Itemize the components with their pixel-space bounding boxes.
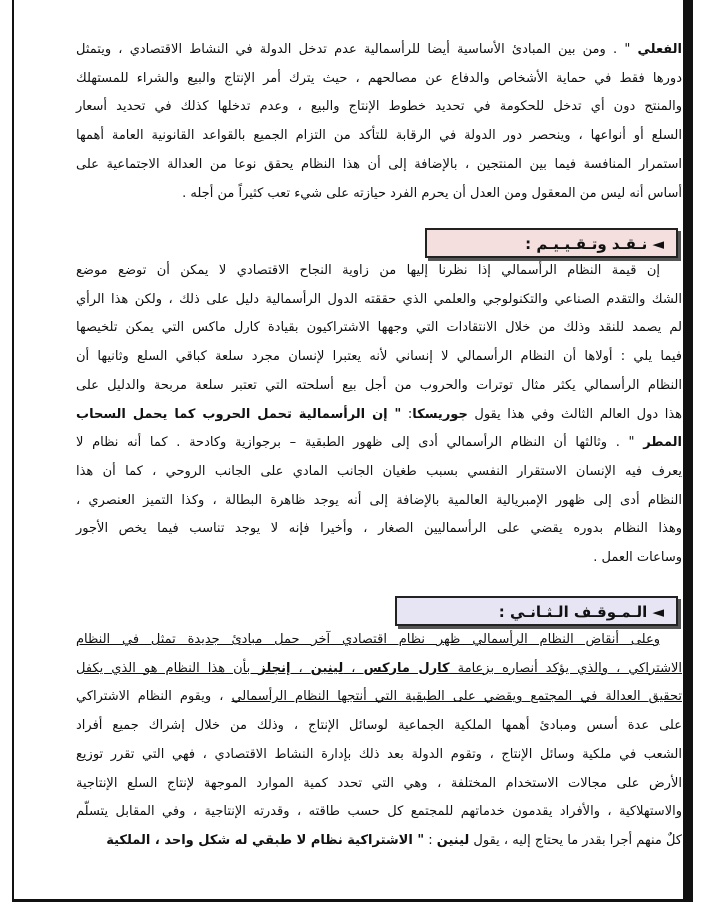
text-segment: وساعات العمل . (593, 550, 682, 565)
text-line (76, 519, 682, 539)
text-segment: دورها فقط في حماية الأشخاص والدفاع عن مصالحهم ، حيث يترك أمر الإنتاج والبيع والشراء للمستهلك (76, 70, 682, 86)
text-line (76, 318, 682, 338)
text-line (76, 831, 682, 851)
text-line (76, 290, 682, 310)
text-line (76, 261, 682, 281)
text-segment: " . وثالثها أن النظام الرأسمالي أدى إلى ظهور الطبقية – برجوازية وكادحة . كما أنه نظام لا (76, 435, 644, 451)
text-line (76, 69, 682, 89)
document-page (12, 0, 693, 902)
section-heading: ◄ نـقـد وتـقـيـيـم : (425, 228, 678, 258)
text-segment: ، ويقوم النظام الاشتراكي (76, 689, 232, 705)
bold-text: لينين (310, 660, 344, 676)
text-segment: النظام أدى إلى ظهور الإمبريالية العالمية بالإضافة إلى أنه يوجد ظاهرة البطالة ، وكذا التميز العنصري ، (76, 492, 682, 508)
text-segment: هذا دول العالم الثالث وفي هذا يقول (467, 406, 683, 422)
text-line (76, 155, 682, 175)
text-segment: لم يصمد للنقد وذلك من خلال الانتقادات التي وجهها الاشتراكيون بقيادة كارل ماكس التي يمكن تلخيصها (76, 320, 682, 336)
text-segment: وعلى أنقاض النظام الرأسمالي ظهر نظام اقتصادي آخر حمل مبادئ جديدة تمثل في النظام (76, 632, 660, 647)
text-line (76, 184, 682, 204)
bold-text: جوريسكا (412, 406, 468, 422)
text-line (76, 716, 682, 736)
text-segment: والمنتج دون أي تدخل للحكومة في تحديد خطوط الإنتاج والبيع ، وعدم تدخلها كذلك في تحديد أسعار (76, 99, 682, 115)
text-segment: كلٌ منهم أجرا بقدر ما يحتاج إليه ، يقول (469, 832, 682, 848)
text-segment: " . ومن بين المبادئ الأساسية أيضا للرأسمالية عدم تدخل الدولة في النشاط الاقتصادي ، ويتمثل (76, 42, 638, 57)
text-segment: يعرف فيه الإنسان الاستقرار النفسي بسبب طغيان الجانب المادي على الجانب الروحي ، كما أن هذا (76, 463, 682, 479)
text-segment: تحقيق العدالة في المجتمع ويقضي على الطبقية التي أنتجها النظام الرأسمالي (231, 689, 682, 705)
text-line (76, 462, 682, 482)
text-segment: : (401, 406, 413, 422)
text-line (76, 40, 682, 60)
text-segment: والاستهلاكية ، والأفراد يقدمون خدماتهم للمجتمع كل حسب طاقته ، وقدرته الإنتاجية ، وفي المقابل يتسلّم (76, 804, 682, 820)
text-segment: الأرض على مجالات الاستخدام المختلفة ، وهي التي تحدد كمية الموارد الموجهة لإنتاج السلع الإنتاجية (76, 775, 682, 791)
bold-text: كارل ماركس (363, 660, 450, 676)
text-line (76, 774, 682, 794)
text-line (76, 745, 682, 765)
text-line (76, 433, 682, 453)
text-segment: : (424, 832, 437, 848)
text-segment: بأن هذا النظام هو الذي يكفل (76, 660, 259, 676)
bold-text: إنجلز (258, 660, 291, 676)
section-heading: ◄ الـمـوقـف الـثـانـي : (395, 596, 678, 626)
bold-text: " إن الرأسمالية تحمل الحروب كما يحمل السحاب (76, 406, 402, 422)
text-line (76, 687, 682, 707)
text-segment: الاشتراكي ، والذي يؤكد أنصاره بزعامة (449, 660, 682, 676)
text-line (76, 548, 682, 568)
text-segment: أساس أنه ليس من المعقول ومن العدل أن يحرم الفرد حيازته على شيء تعب كثيراً من أجله . (182, 185, 682, 201)
text-line (76, 802, 682, 822)
text-line (76, 630, 682, 650)
bold-text: " الاشتراكية نظام لا طبقي له شكل واحد ، الملكية (106, 832, 425, 848)
text-line (76, 659, 682, 679)
bold-text: المطر (643, 435, 682, 451)
bold-text: لينين (436, 832, 470, 848)
text-line (76, 97, 682, 117)
text-line (76, 405, 682, 425)
bold-text: الفعلي (637, 42, 682, 57)
text-segment: الشعب في ملكية وسائل الإنتاج ، وتقوم الدولة بعد ذلك بإدارة النشاط الاقتصادي ، فهي التي تقرر توزيع (76, 746, 682, 762)
text-line (76, 376, 682, 396)
text-segment: ، (343, 660, 364, 676)
text-segment: ، (290, 660, 311, 676)
text-segment: الشك والتقدم الصناعي والتكنولوجي والعلمي الذي حققته الدول الرأسمالية دليل على ذلك ، ولكن هذا الرأي (76, 291, 682, 307)
text-segment: النظام الرأسمالي يكثر مثال توترات والحروب من أجل بيع أسلحته التي تعتبر سلعة مربحة والدليل على (76, 377, 682, 393)
text-segment: وهذا النظام بدوره يقضي على الرأسماليين الصغار ، وأخيرا فإنه لا يوجد تناسب فيما يخص الأجور (76, 521, 682, 537)
text-segment: السلع أو أنواعها ، وينحصر دور الدولة في الرقابة للتأكد من التزام الجميع بالقواعد القانونية العامة أهمها (76, 128, 682, 144)
text-segment: استمرار المنافسة فيما بين المنتجين ، بالإضافة إلى أن هذا النظام يحقق نوعا من العدالة الاجتماعية على (76, 156, 682, 172)
text-line (76, 347, 682, 367)
text-line (76, 491, 682, 511)
text-line (76, 126, 682, 146)
text-segment: على عدة أسس ومبادئ أهمها الملكية الجماعية لوسائل الإنتاج ، وذلك من خلال إشراك جميع أفراد (76, 718, 682, 734)
text-segment: فيما يلي : أولاها أن النظام الرأسمالي لا إنساني لأنه يعتبرا لإنسان مجرد سلعة كباقي السلع وثانيها أن (76, 349, 682, 365)
text-segment: إن قيمة النظام الرأسمالي إذا نظرنا إليها من زاوية النجاح الاقتصادي لا يمكن أن توضع موضع (76, 263, 660, 278)
